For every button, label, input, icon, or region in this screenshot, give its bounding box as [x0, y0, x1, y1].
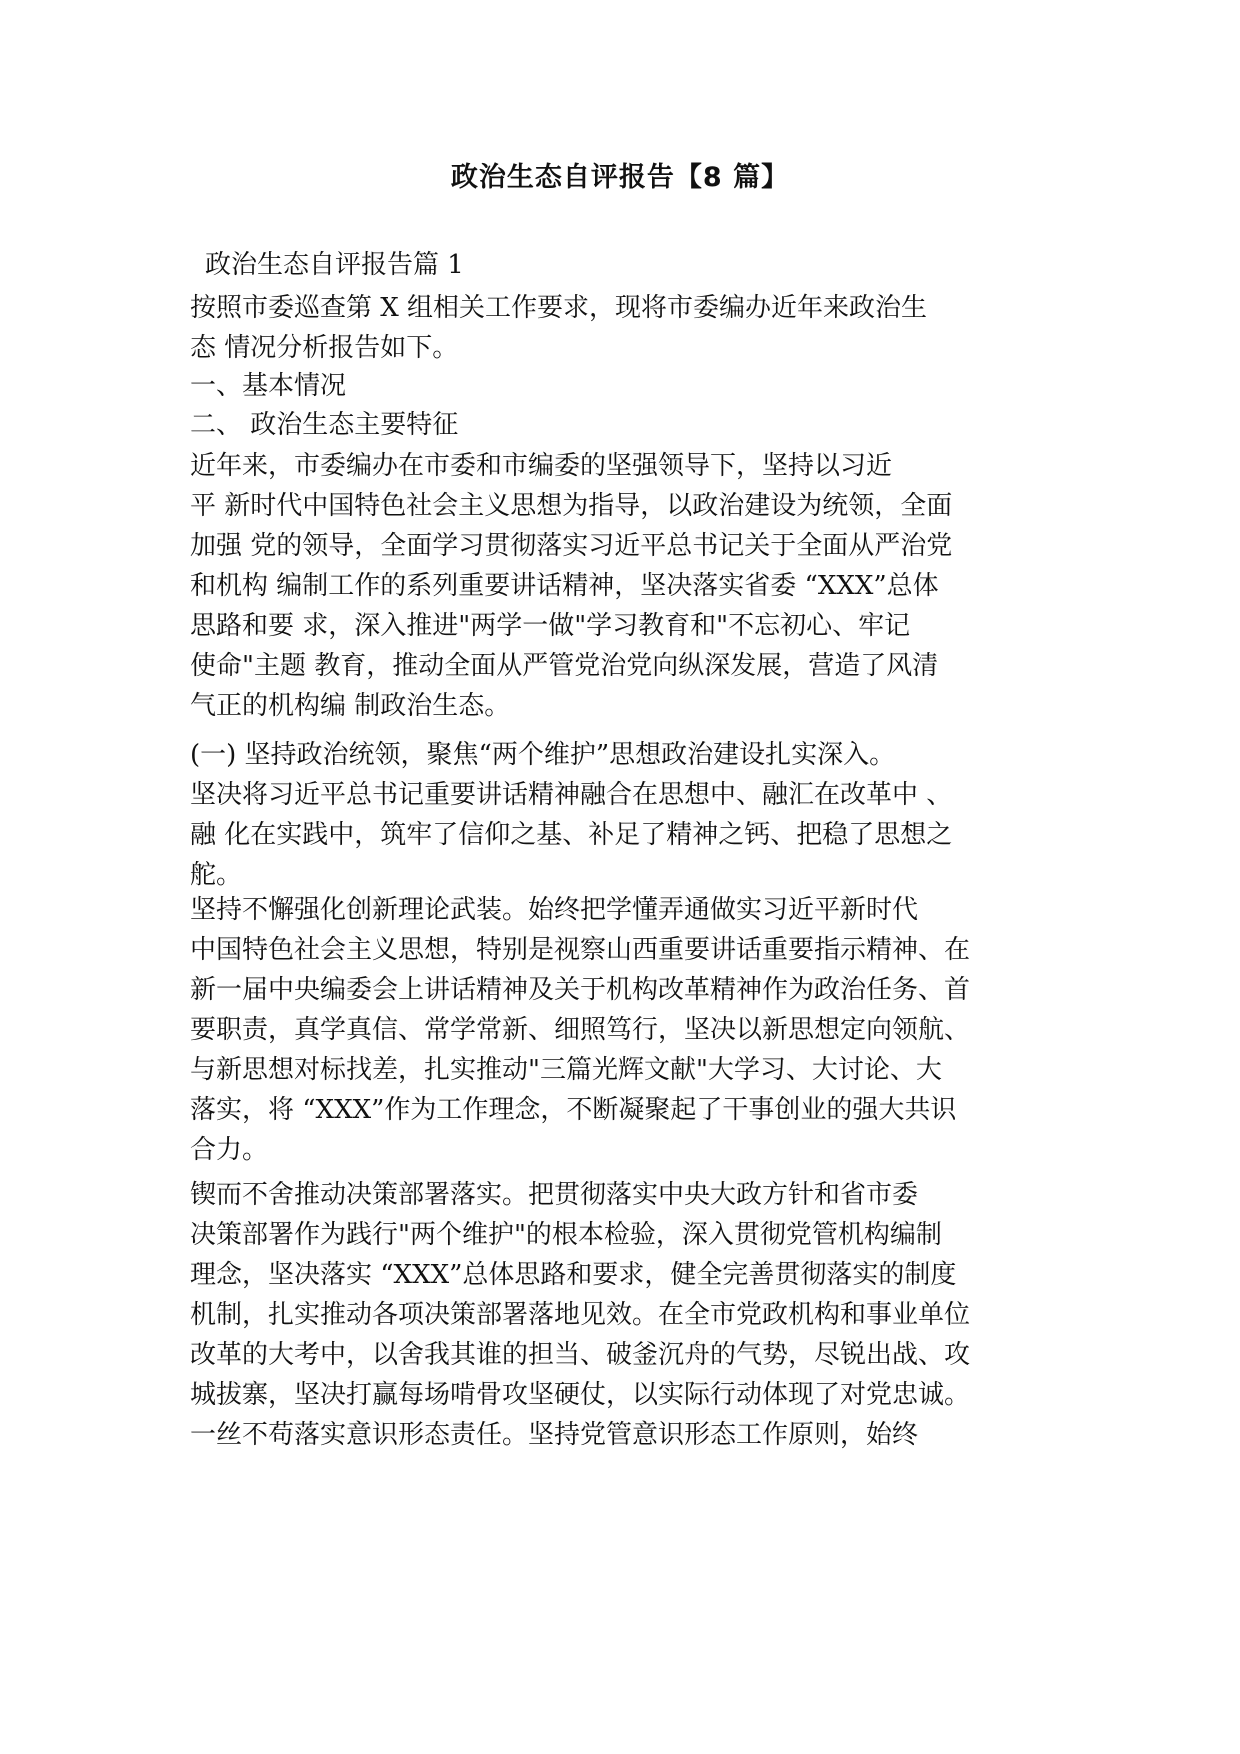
document-title: 政治生态自评报告【8 篇】 — [450, 162, 790, 193]
section-heading: 政治生态自评报告篇 1 — [205, 250, 464, 280]
intro-paragraph: 按照市委巡查第 X 组相关工作要求，现将市委编办近年来政治生 态 情况分析报告如下。 — [190, 293, 928, 363]
heading-basic-situation: 一、基本情况 — [190, 371, 347, 401]
body-paragraph-implementation: 锲而不舍推动决策部署落实。把贯彻落实中央大政方针和省市委 决策部署作为践行"两个维护"的根本检验，深入贯彻党管机构编制 理念，坚决落实 “XXX”总体思路和要求，健全完善贯彻落实的制度 机制，扎实推动各项决策部署落地见效。在全市党政机构和事业单位 改革的大考中，以舍我其谁的担当、破釜沉舟的气势，尽锐出战、攻 城拔寨，坚决打赢每场啃骨攻坚硬仗，以实际行动体现了对党忠诚。 — [190, 1180, 971, 1410]
body-paragraph-overview: 近年来，市委编办在市委和市编委的坚强领导下，坚持以习近 平 新时代中国特色社会主义思想为指导，以政治建设为统领，全面 加强 党的领导，全面学习贯彻落实习近平总书记关于全面从严治党 和机构 编制工作的系列重要讲话精神，坚决落实省委 “XXX”总体 思路和要 求，深入推进"两学一做"学习教育和"不忘初心、牢记 使命"主题 教育，推动全面从严管党治党向纵深发展，营造了风清 气正的机构编 制政治生态。 — [190, 451, 953, 721]
body-paragraph-theory-study: 坚持不懈强化创新理论武装。始终把学懂弄通做实习近平新时代 中国特色社会主义思想，特别是视察山西重要讲话重要指示精神、在 新一届中央编委会上讲话精神及关于机构改革精神作为政治任务、首 要职责，真学真信、常学常新、细照笃行，坚决以新思想定向领航、 与新思想对标找差，扎实推动"三篇光辉文献"大学习、大讨论、大 落实，将 “XXX”作为工作理念，不断凝聚起了干事创业的强大共识 合力。 — [190, 895, 971, 1165]
body-paragraph-ideology: 一丝不苟落实意识形态责任。坚持党管意识形态工作原则，始终 — [190, 1420, 919, 1450]
heading-main-features: 二、 政治生态主要特征 — [190, 410, 459, 440]
body-paragraph-political-leadership: (一) 坚持政治统领，聚焦“两个维护”思想政治建设扎实深入。 坚决将习近平总书记重要讲话精神融合在思想中、融汇在改革中 、 融 化在实践中，筑牢了信仰之基、补足了精神之钙、把稳了思想之 舵。 — [190, 740, 953, 890]
